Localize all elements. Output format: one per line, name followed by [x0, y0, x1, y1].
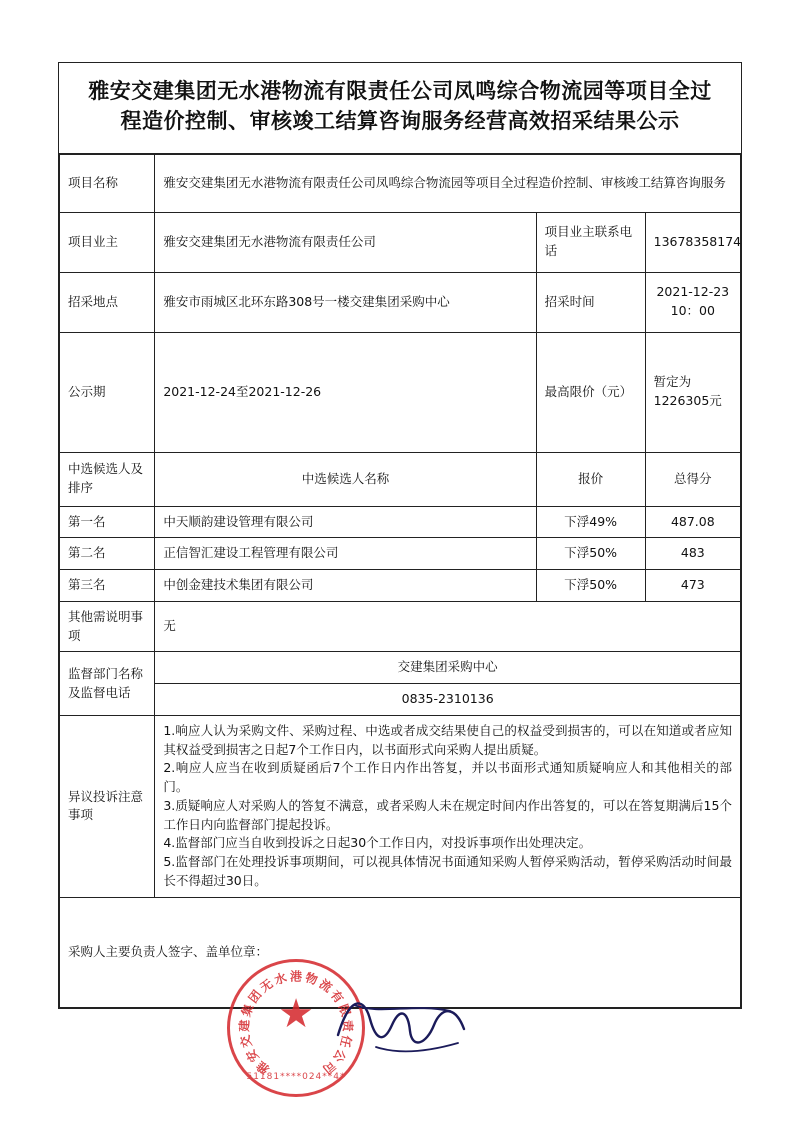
candidate-name: 正信智汇建设工程管理有限公司 [155, 538, 536, 570]
objection-item: 5.监督部门在处理投诉事项期间，可以视具体情况书面通知采购人暂停采购活动，暂停采购活动时间最长不得超过30日。 [163, 854, 732, 888]
place-value: 雅安市雨城区北环东路308号一楼交建集团采购中心 [155, 272, 536, 332]
table-row [60, 538, 741, 570]
table-row [60, 684, 741, 716]
objection-item: 4.监督部门应当自收到投诉之日起30个工作日内，对投诉事项作出处理决定。 [163, 835, 592, 851]
publicity-label: 公示期 [60, 332, 155, 452]
table-row [60, 652, 741, 684]
table-row [60, 212, 741, 272]
table-row [60, 715, 741, 897]
star-icon: ★ [278, 991, 314, 1037]
project-name-label: 项目名称 [60, 154, 155, 212]
other-value: 无 [155, 601, 741, 652]
candidate-score: 487.08 [645, 506, 740, 538]
score-label: 总得分 [645, 452, 740, 506]
objection-items [155, 715, 741, 897]
candidate-rank-label: 中选候选人及排序 [60, 452, 155, 506]
table-row [60, 897, 741, 1007]
seal-arc-text: 雅 安 交 建 集 团 无 水 港 物 流 有 限 责 任 公 司 [237, 969, 355, 1077]
table-row [60, 272, 741, 332]
candidate-rank: 第二名 [60, 538, 155, 570]
time-value: 2021-12-23 10：00 [645, 272, 740, 332]
candidate-score: 483 [645, 538, 740, 570]
publicity-value: 2021-12-24至2021-12-26 [155, 332, 536, 452]
candidate-name-label: 中选候选人名称 [155, 452, 536, 506]
table-row [60, 154, 741, 212]
max-price-label: 最高限价（元） [536, 332, 645, 452]
candidate-quote: 下浮49% [536, 506, 645, 538]
candidate-quote: 下浮50% [536, 538, 645, 570]
candidate-score: 473 [645, 570, 740, 602]
project-name-value: 雅安交建集团无水港物流有限责任公司凤鸣综合物流园等项目全过程造价控制、审核竣工结算咨询服务 [155, 154, 741, 212]
table-row [60, 506, 741, 538]
owner-label: 项目业主 [60, 212, 155, 272]
place-label: 招采地点 [60, 272, 155, 332]
supervisor-phone: 0835-2310136 [155, 684, 741, 716]
candidate-name: 中天顺韵建设管理有限公司 [155, 506, 536, 538]
max-price-value: 暂定为1226305元 [645, 332, 740, 452]
table-row [60, 570, 741, 602]
objection-item: 2.响应人应当在收到质疑函后7个工作日内作出答复，并以书面形式通知质疑响应人和其他相关的部门。 [163, 760, 732, 795]
owner-phone-value: 13678358174 [645, 212, 740, 272]
supervisor-label: 监督部门名称及监督电话 [60, 652, 155, 716]
supervisor-name: 交建集团采购中心 [155, 652, 741, 684]
signature-label: 采购人主要负责人签字、盖单位章： [60, 897, 741, 1007]
objection-label: 异议投诉注意事项 [60, 715, 155, 897]
candidate-rank: 第一名 [60, 506, 155, 538]
seal-code: 51181****024**4* [246, 1072, 346, 1082]
owner-phone-label: 项目业主联系电话 [536, 212, 645, 272]
objection-item: 3.质疑响应人对采购人的答复不满意，或者采购人未在规定时间内作出答复的，可以在答复期满后15个工作日内向监督部门提起投诉。 [163, 797, 732, 832]
table-row-header [60, 452, 741, 506]
table-row [60, 332, 741, 452]
candidate-name: 中创金建技术集团有限公司 [155, 570, 536, 602]
table-row [60, 601, 741, 652]
other-label: 其他需说明事项 [60, 601, 155, 652]
quote-label: 报价 [536, 452, 645, 506]
page-title: 雅安交建集团无水港物流有限责任公司凤鸣综合物流园等项目全过程造价控制、审核竣工结算咨询服务经营高效招采结果公示 [59, 63, 741, 154]
candidate-quote: 下浮50% [536, 570, 645, 602]
time-label: 招采时间 [536, 272, 645, 332]
announcement-document [58, 62, 742, 1009]
objection-item: 1.响应人认为采购文件、采购过程、中选或者成交结果使自己的权益受到损害的，可以在知道或者应知其权益受到损害之日起7个工作日内，以书面形式向采购人提出质疑。 [163, 722, 732, 757]
owner-value: 雅安交建集团无水港物流有限责任公司 [155, 212, 536, 272]
candidate-rank: 第三名 [60, 570, 155, 602]
announcement-table [59, 154, 741, 1008]
